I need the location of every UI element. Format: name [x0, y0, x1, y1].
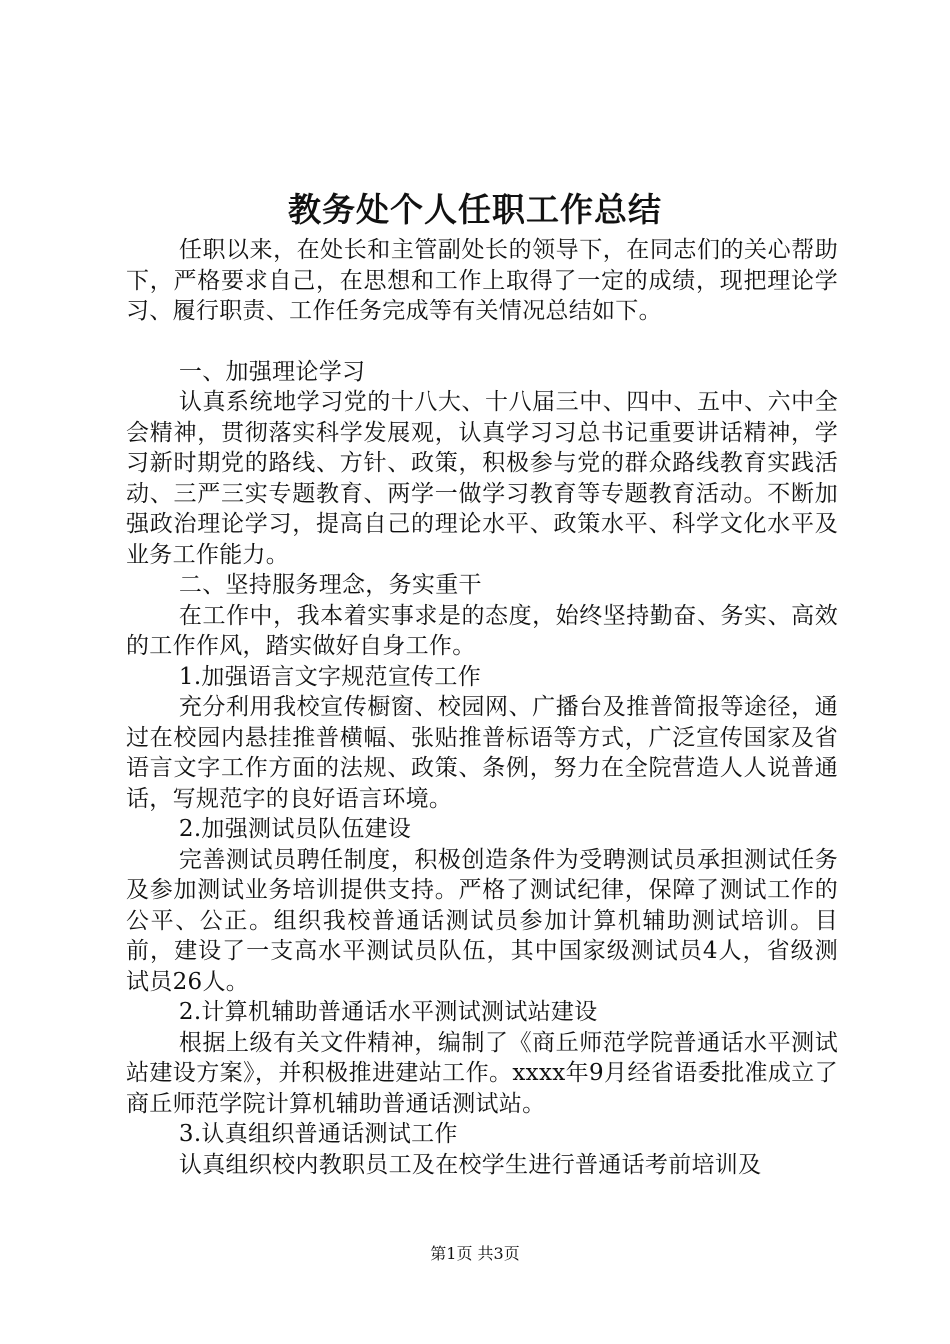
subsection-heading: 1.加强语言文字规范宣传工作	[178, 663, 482, 690]
subsection-heading: 2.计算机辅助普通话水平测试测试站建设	[178, 999, 598, 1025]
paragraph-intro: 任职以来，在处长和主管副处长的领导下，在同志们的关心帮助下，严格要求自己，在思想和工作上取得了一定的成绩，现把理论学习、履行职责、工作任务完成等有关情况总结如下。	[126, 237, 838, 324]
section-heading-1: 一、加强理论学习	[178, 358, 366, 385]
document-body	[126, 235, 838, 1180]
page-indicator: 第1页 共3页	[430, 1244, 520, 1263]
subsection-heading: 3.认真组织普通话测试工作	[178, 1121, 458, 1147]
paragraph: 在工作中，我本着实事求是的态度，始终坚持勤奋、务实、高效的工作作风，踏实做好自身工作。	[126, 602, 838, 659]
paragraph: 认真系统地学习党的十八大、十八届三中、四中、五中、六中全会精神，贯彻落实科学发展观，认真学习习总书记重要讲话精神，学习新时期党的路线、方针、政策，积极参与党的群众路线教育实践活动、三严三实专题教育、两学一做学习教育等专题教育活动。不断加强政治理论学习，提高自己的理论水平、政策水平、科学文化水平及业务工作能力。	[126, 389, 838, 568]
paragraph: 认真组织校内教职员工及在校学生进行普通话考前培训及	[178, 1151, 762, 1178]
paragraph: 充分利用我校宣传橱窗、校园网、广播台及推普简报等途径，通过在校园内悬挂推普横幅、张贴推普标语等方式，广泛宣传国家及省语言文字工作方面的法规、政策、条例，努力在全院营造人人说普通话，写规范字的良好语言环境。	[126, 694, 838, 812]
subsection-heading: 2.加强测试员队伍建设	[178, 816, 412, 842]
document-title: 教务处个人任职工作总结	[288, 190, 662, 229]
section-heading-2: 二、坚持服务理念，务实重干	[178, 572, 482, 598]
paragraph: 根据上级有关文件精神，编制了《商丘师范学院普通话水平测试站建设方案》，并积极推进建站工作。xxxx年9月经省语委批准成立了商丘师范学院计算机辅助普通话测试站。	[126, 1029, 838, 1117]
paragraph: 完善测试员聘任制度，积极创造条件为受聘测试员承担测试任务及参加测试业务培训提供支持。严格了测试纪律，保障了测试工作的公平、公正。组织我校普通话测试员参加计算机辅助测试培训。目前，建设了一支高水平测试员队伍，其中国家级测试员4人，省级测试员26人。	[126, 846, 838, 995]
